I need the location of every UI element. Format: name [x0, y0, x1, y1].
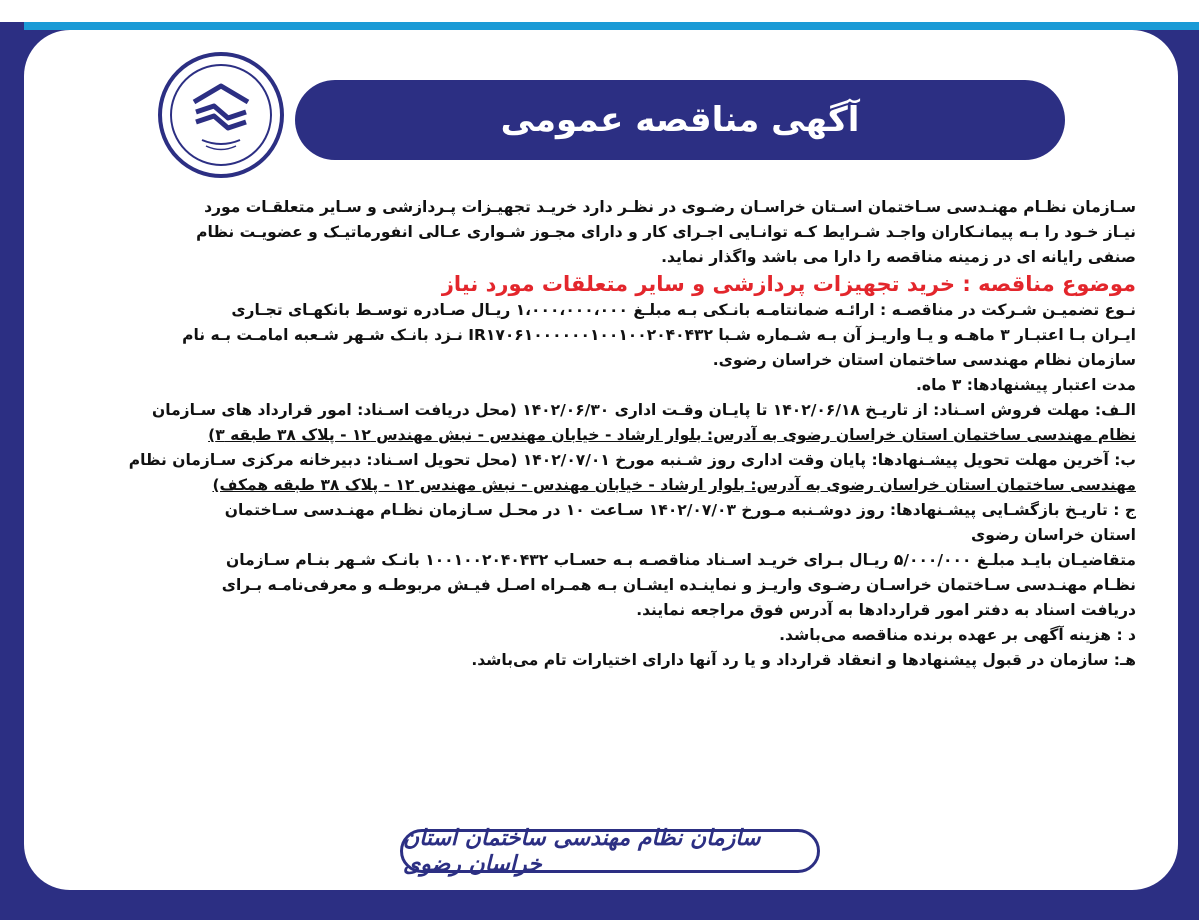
item-a-line: الـف: مهلت فروش اسـناد: از تاریـخ ۱۴۰۲/۰۶/۱۸ تا پایـان وقـت اداری ۱۴۰۲/۰۶/۳۰ (محل دریافت اسـناد: امور قرارداد های سـازمان	[152, 401, 1136, 419]
intro-line: نیـاز خـود را بـه پیمانـکاران واجـد شـرایط کـه توانـایی اجـرای کار و دارای مجـوز شـواری عـالی انفورماتیـک و عضویـت نظام	[196, 223, 1136, 241]
guarantee-line: نـوع تضمیـن شـرکت در مناقصـه : ارائـه ضمانتامـه بانـکی بـه مبلـغ ۱،۰۰۰،۰۰۰،۰۰۰ ریـال صـادره توسـط بانکهـای تجـاری	[231, 301, 1136, 319]
footer-signature: سازمان نظام مهندسی ساختمان استان خراسان رضوی	[403, 825, 761, 877]
intro-line: سـازمان نظـام مهنـدسی سـاختمان اسـتان خراسـان رضـوی در نظـر دارد خریـد تجهیـزات پـردازشی و سـایر متعلقـات مورد	[204, 198, 1136, 216]
organization-seal-icon	[158, 52, 284, 178]
validity-line: مدت اعتبار پیشنهادها: ۳ ماه.	[916, 376, 1136, 394]
item-c-line: ج : تاریـخ بازگشـایی پیشـنهادها: روز دوشـنبه مـورخ ۱۴۰۲/۰۷/۰۳ سـاعت ۱۰ در محـل سـازمان نظـام مهنـدسی سـاختمان	[224, 501, 1136, 519]
tender-subject: موضوع مناقصه : خرید تجهیزات پردازشی و سایر متعلقات مورد نیاز	[441, 272, 1136, 296]
footer-signature-banner	[400, 825, 820, 877]
item-c-line: استان خراسان رضوی	[971, 526, 1136, 544]
item-d-line: د : هزینه آگهی بر عهده برنده مناقصه می‌باشد.	[779, 626, 1136, 644]
applicants-line: دریافت اسناد به دفتر امور قراردادها به آدرس فوق مراجعه نمایند.	[636, 601, 1136, 619]
notice-body	[96, 195, 1136, 673]
notice-title: آگهی مناقصه عمومی	[500, 100, 860, 140]
top-rule	[0, 0, 1199, 22]
guarantee-line: سازمان نظام مهندسی ساختمان استان خراسان رضوی.	[712, 351, 1136, 369]
intro-line: صنفی رایانه ای در زمینه مناقصه را دارا می باشد واگذار نماید.	[661, 248, 1136, 266]
notice-title-banner	[295, 80, 1065, 160]
item-b-line: مهندسی ساختمان استان خراسان رضوی به آدرس: بلوار ارشاد - خیابان مهندس - نبش مهندس ۱۲ - پلاک ۳۸ طبقه همکف)	[212, 476, 1136, 494]
item-e-line: هـ: سازمان در قبول پیشنهادها و انعقاد قرارداد و یا رد آنها دارای اختیارات تام می‌باشد.	[471, 651, 1136, 669]
top-accent-bar	[24, 22, 1199, 30]
guarantee-line: ایـران بـا اعتبـار ۳ ماهـه و یـا واریـز آن بـه شـماره شـبا IR۱۷۰۶۱۰۰۰۰۰۰۱۰۰۱۰۰۲۰۴۰۴۳۲ نـزد بانـک شـهر شـعبه امامـت بـه نام	[182, 326, 1136, 344]
applicants-line: متقاضیـان بایـد مبلـغ ۵/۰۰۰/۰۰۰ ریـال بـرای خریـد اسـناد مناقصـه بـه حسـاب ۱۰۰۱۰۰۲۰۴۰۴۳۲ بانـک شـهر بنـام سـازمان	[226, 551, 1136, 569]
item-a-line: نظام مهندسی ساختمان استان خراسان رضوی به آدرس: بلوار ارشاد - خیابان مهندس - نبش مهندس ۱۲ - پلاک ۳۸ طبقه ۳)	[208, 426, 1136, 444]
item-b-line: ب: آخرین مهلت تحویل پیشـنهادها: پایان وقت اداری روز شـنبه مورخ ۱۴۰۲/۰۷/۰۱ (محل تحویل اسـناد: دبیرخانه مرکزی سـازمان نظام	[128, 451, 1136, 469]
applicants-line: نظـام مهنـدسی سـاختمان خراسـان رضـوی واریـز و نماینـده ایشـان بـه همـراه اصـل فیـش مربوطـه و معرفی‌نامـه بـرای	[221, 576, 1136, 594]
